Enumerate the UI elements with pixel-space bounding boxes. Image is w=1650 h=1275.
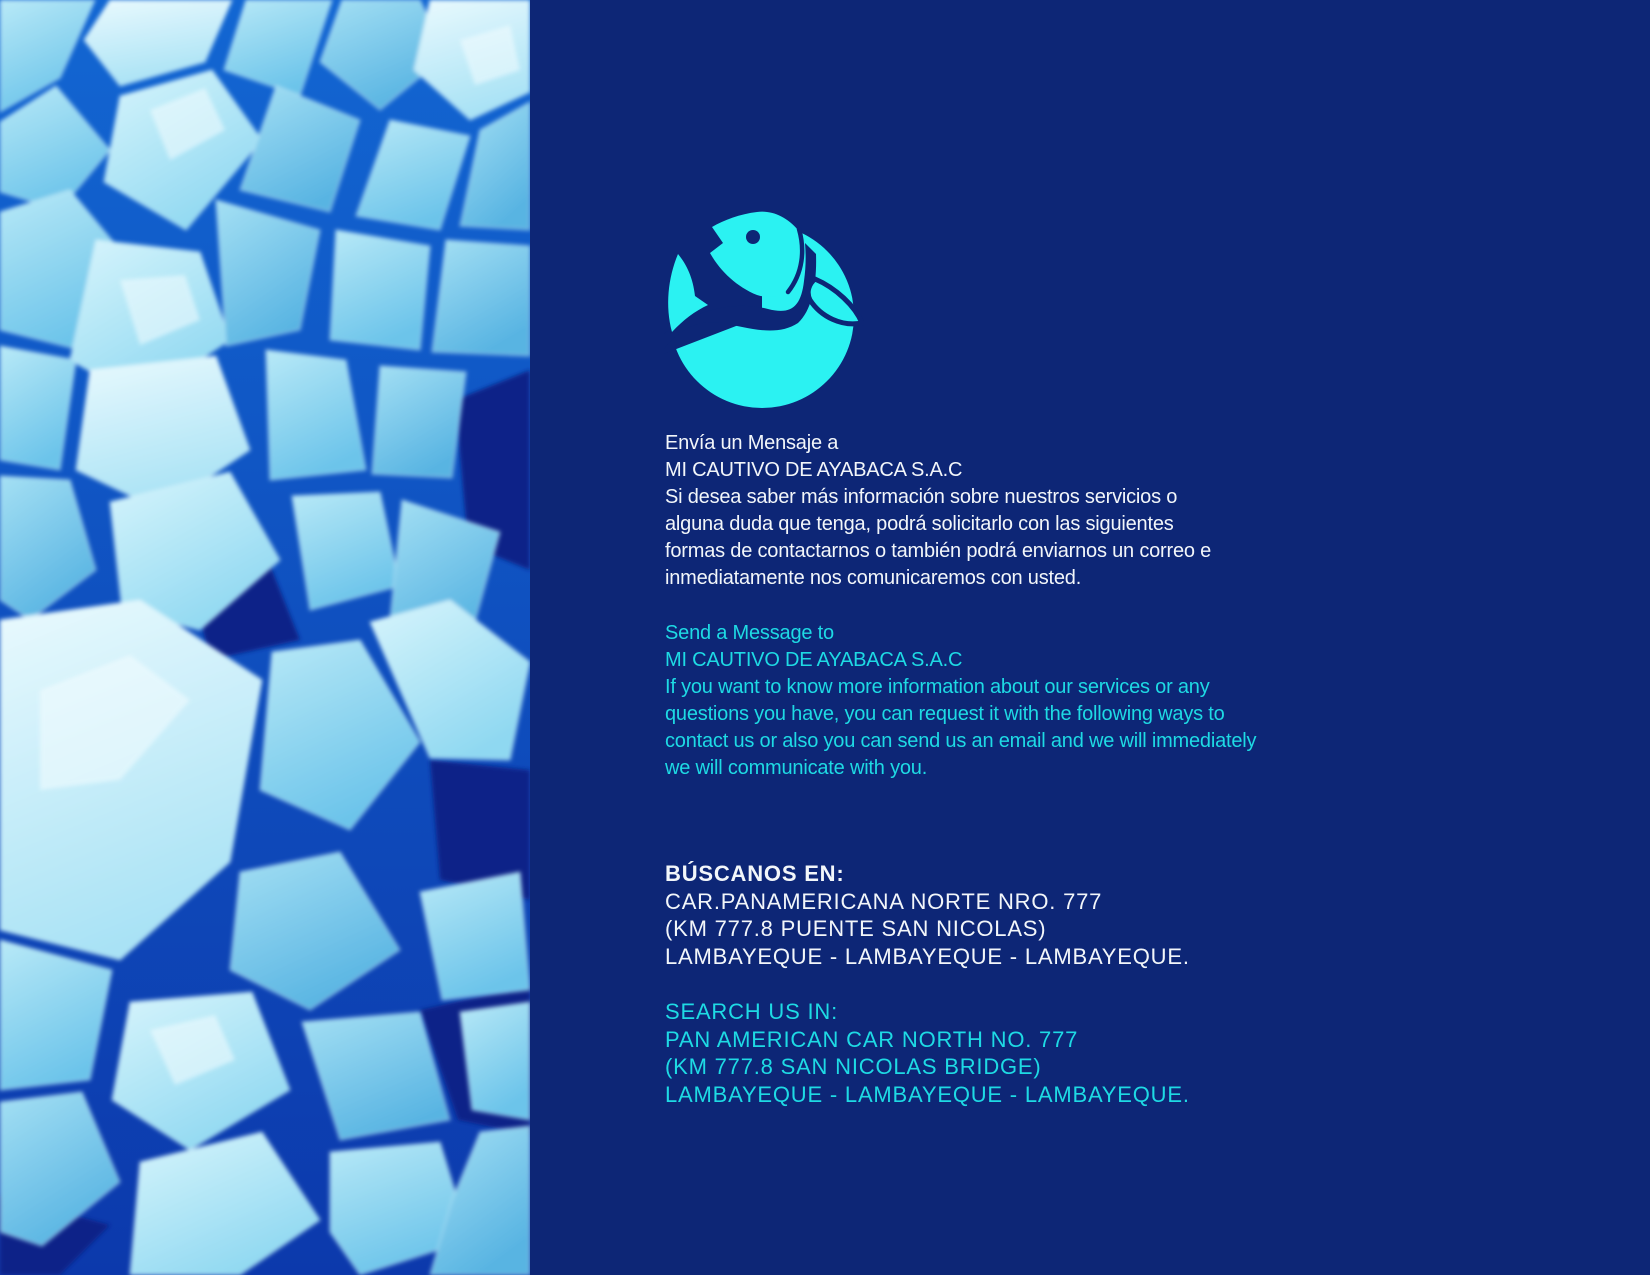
address-en-line: PAN AMERICAN CAR NORTH NO. 777 [665, 1026, 1079, 1052]
fish-icon [664, 210, 864, 410]
intro-es-line: MI CAUTIVO DE AYABACA S.A.C [665, 459, 963, 481]
address-es-line: LAMBAYEQUE - LAMBAYEQUE - LAMBAYEQUE. [665, 943, 1190, 969]
intro-en-line: questions you have, you can request it with the following ways to [665, 703, 1225, 725]
intro-es-line: alguna duda que tenga, podrá solicitarlo con las siguientes [665, 513, 1174, 535]
intro-es-line: inmediatamente nos comunicaremos con usted. [665, 567, 1082, 589]
intro-es-line: formas de contactarnos o también podrá enviarnos un correo e [665, 540, 1212, 562]
address-en-line: LAMBAYEQUE - LAMBAYEQUE - LAMBAYEQUE. [665, 1081, 1190, 1107]
address-es-line: CAR.PANAMERICANA NORTE NRO. 777 [665, 888, 1103, 914]
intro-es-line: Si desea saber más información sobre nuestros servicios o [665, 486, 1178, 508]
intro-en-line: contact us or also you can send us an email and we will immediately [665, 730, 1257, 752]
ice-photo [0, 0, 530, 1275]
address-en-line: (KM 777.8 SAN NICOLAS BRIDGE) [665, 1054, 1042, 1079]
intro-en-line: If you want to know more information about our services or any [665, 676, 1210, 698]
intro-message-en [665, 620, 1256, 782]
address-es-heading: BÚSCANOS EN: [665, 861, 845, 886]
intro-en-line: MI CAUTIVO DE AYABACA S.A.C [665, 649, 963, 671]
intro-en-line: we will communicate with you. [665, 757, 928, 779]
address-block-en [665, 998, 1190, 1108]
intro-message-es [665, 430, 1211, 592]
intro-en-line: Send a Message to [665, 622, 834, 644]
address-block-es [665, 860, 1190, 970]
intro-es-line: Envía un Mensaje a [665, 432, 839, 454]
address-es-line: (KM 777.8 PUENTE SAN NICOLAS) [665, 916, 1047, 941]
address-en-heading: SEARCH US IN: [665, 999, 838, 1024]
